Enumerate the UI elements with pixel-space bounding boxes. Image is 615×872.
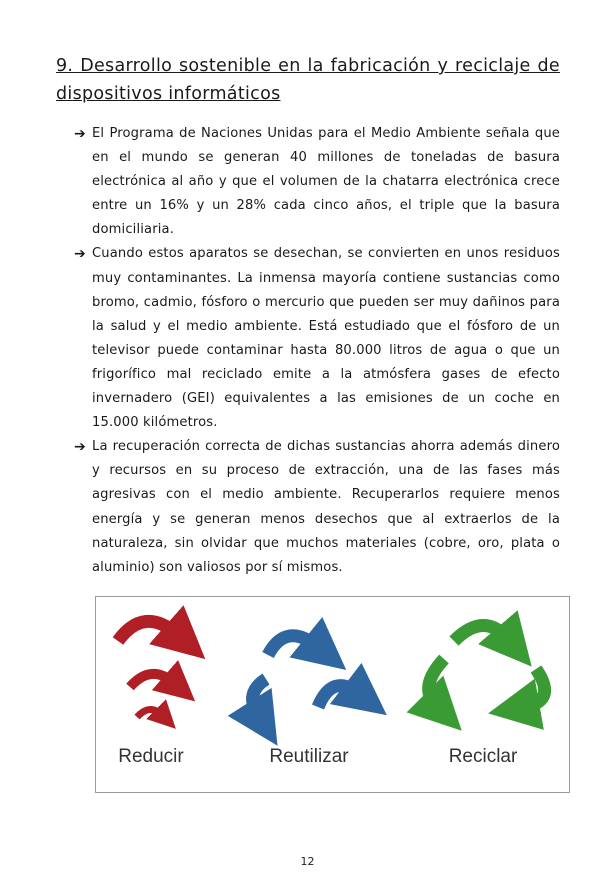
reuse-label: Reutilizar	[269, 746, 349, 767]
bullet-item	[74, 122, 560, 242]
recycle-arrows-icon	[429, 625, 545, 707]
arrow-bullet-icon: ➔	[74, 439, 86, 456]
bullet-text: Cuando estos aparatos se desechan, se convierten en unos residuos muy contaminantes. La inmensa mayoría contiene sustancias como bromo, cadmio, fósforo o mercurio que pueden ser muy dañinos para la salud y el medio ambiente. Está estudiado que el fósforo de un televisor puede contaminar hasta 80.000 litros de agua o que un frigorífico mal reciclado emite a la atmósfera gases de efecto invernadero (GEI) equivalentes a las emisiones de un coche en 15.000 kilómetros.	[92, 246, 560, 431]
reduce-label: Reducir	[118, 746, 184, 767]
recycle-label: Reciclar	[448, 746, 518, 767]
bullet-text: La recuperación correcta de dichas sustancias ahorra además dinero y recursos en su proceso de extracción, una de las fases más agresivas con el medio ambiente. Recuperarlos requiere menos energía y se generan menos desechos que al extraerlos de la naturaleza, sin olvidar que muchos materiales (cobre, oro, plata o aluminio) son valiosos por sí mismos.	[92, 439, 560, 575]
arrow-bullet-icon: ➔	[74, 126, 86, 142]
reuse-arrows-icon	[253, 636, 358, 715]
bullet-item	[74, 435, 560, 580]
bullet-list	[74, 122, 560, 580]
reduce-arrows-icon	[118, 621, 178, 717]
section-heading: 9. Desarrollo sostenible en la fabricación y reciclaje de dispositivos informáticos	[56, 56, 560, 104]
three-r-figure	[95, 596, 570, 793]
arrow-bullet-icon: ➔	[74, 246, 86, 263]
bullet-item	[74, 242, 560, 435]
bullet-text: El Programa de Naciones Unidas para el Medio Ambiente señala que en el mundo se generan 40 millones de toneladas de basura electrónica al año y que el volumen de la chatarra electrónica crece entre un 16% y un 28% cada cinco años, el triple que la basura domiciliaria.	[92, 126, 560, 238]
page-number: 12	[300, 855, 315, 868]
